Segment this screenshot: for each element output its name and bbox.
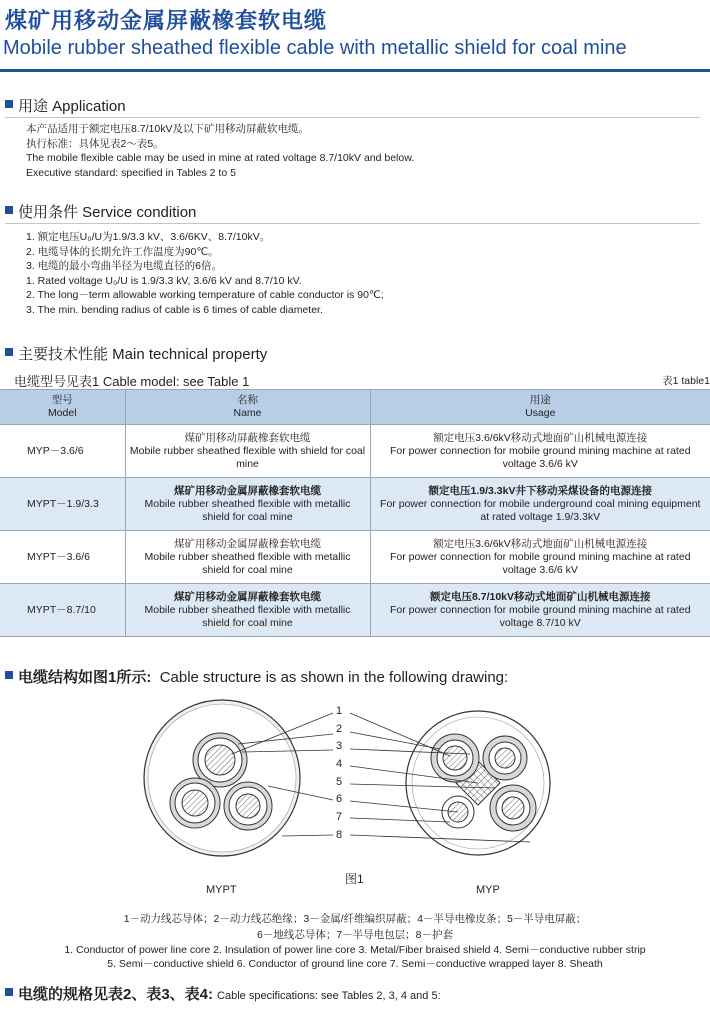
section-heading: 电缆结构如图1所示: Cable structure is as shown in the following drawing: <box>18 669 509 686</box>
cell-usage: 额定电压1.9/3.3kV井下移动采煤设备的电源连接 For power connection for mobile underground coal mining equipment at rated voltage 1.9/3.3kV <box>370 478 710 531</box>
legend-en-line: 1. Conductor of power line core 2. Insulation of power line core 3. Metal/Fiber braised shield 4. Semi－conductive rubber strip <box>64 944 646 956</box>
header-name: 名称 Name <box>125 390 370 425</box>
text-line: 2. The long－term allowable working temperature of cable conductor is 90℃; <box>26 289 384 301</box>
bullet-square-icon <box>5 988 13 996</box>
header-model: 型号 Model <box>0 390 125 425</box>
cell-usage: 额定电压3.6/6kV移动式地面矿山机械电源连接 For power connection for mobile ground mining machine at rated voltage 3.6/6 kV <box>370 425 710 478</box>
cell-model: MYP－3.6/6 <box>0 425 125 478</box>
legend-cn-line: 1－动力线芯导体；2－动力线芯绝缘；3－金属/纤维编织屏蔽；4－半导电橡皮条；5－半导电屏蔽； <box>123 913 587 925</box>
right-cable-name: MYP <box>476 884 500 896</box>
text-line: 1. Rated voltage U₀/U is 1.9/3.3 kV, 3.6/6 kV and 8.7/10 kV. <box>26 274 302 287</box>
cell-name: 煤矿用移动金属屏蔽橡套软电缆 Mobile rubber sheathed flexible with metallic shield for coal mine <box>125 584 370 637</box>
table-row <box>0 584 710 637</box>
table-caption: 电缆型号见表1 Cable model: see Table 1 <box>14 374 250 389</box>
cell-name: 煤矿用移动屏蔽橡套软电缆 Mobile rubber sheathed flexible with shield for coal mine <box>125 425 370 478</box>
legend-cn-line: 6－地线芯导体；7－半导电包层；8－护套 <box>256 929 454 941</box>
section-divider <box>5 223 700 224</box>
callout-label: 7 <box>336 811 343 823</box>
page-title-en: Mobile rubber sheathed flexible cable with metallic shield for coal mine <box>3 37 627 59</box>
table-row <box>0 531 710 584</box>
cable-model-table <box>0 389 710 637</box>
callout-label: 3 <box>336 740 343 752</box>
section-divider <box>5 117 700 118</box>
service-text <box>26 230 384 317</box>
text-line: 3. The min. bending radius of cable is 6 times of cable diameter. <box>26 303 323 316</box>
section-structure <box>0 666 700 686</box>
text-line: 执行标准：具体见表2～表5。 <box>26 137 164 150</box>
mypt-cable-icon <box>144 700 300 856</box>
table-row <box>0 478 710 531</box>
callout-label: 8 <box>336 829 343 841</box>
header-usage: 用途 Usage <box>370 390 710 425</box>
page-title-cn: 煤矿用移动金属屏蔽橡套软电缆 <box>5 8 328 33</box>
text-line: 1. 额定电压U₀/U为1.9/3.3 kV、3.6/6KV、8.7/10kV。 <box>26 231 271 243</box>
cell-name: 煤矿用移动金属屏蔽橡套软电缆 Mobile rubber sheathed flexible with metallic shield for coal mine <box>125 478 370 531</box>
cable-structure-figure <box>0 696 710 936</box>
table-header-row <box>0 390 710 425</box>
cell-usage: 额定电压8.7/10kV移动式地面矿山机械电源连接 For power connection for mobile ground mining machine at rated voltage 8.7/10 kV <box>370 584 710 637</box>
text-line: 本产品适用于额定电压8.7/10kV及以下矿用移动屏蔽软电缆。 <box>26 123 309 135</box>
callout-label: 4 <box>336 758 343 770</box>
section-technical <box>0 343 700 363</box>
section-service <box>0 201 700 221</box>
bullet-square-icon <box>5 206 13 214</box>
callout-label: 1 <box>336 705 343 717</box>
cell-name: 煤矿用移动金属屏蔽橡套软电缆 Mobile rubber sheathed flexible with metallic shield for coal mine <box>125 531 370 584</box>
section-heading: 使用条件 Service condition <box>18 204 197 221</box>
section-heading: 主要技术性能 Main technical property <box>18 346 268 363</box>
section-specs <box>0 983 700 1003</box>
text-line: Executive standard: specified in Tables 2 to 5 <box>26 166 236 179</box>
cell-usage: 额定电压3.6/6kV移动式地面矿山机械电源连接 For power connection for mobile ground mining machine at rated voltage 3.6/6 kV <box>370 531 710 584</box>
table-number: 表1 table1 <box>662 375 710 387</box>
bullet-square-icon <box>5 348 13 356</box>
left-cable-name: MYPT <box>206 884 237 896</box>
section-heading: 电缆的规格见表2、表3、表4: Cable specifications: see Tables 2, 3, 4 and 5: <box>18 986 441 1003</box>
title-divider <box>0 69 710 72</box>
legend-en-line: 5. Semi－conductive shield 6. Conductor of ground line core 7. Semi－conductive wrapped layer 8. Sheath <box>107 958 603 970</box>
callout-label: 2 <box>336 723 343 735</box>
cell-model: MYPT－1.9/3.3 <box>0 478 125 531</box>
figure-caption: 图1 <box>345 872 364 886</box>
callout-label: 5 <box>336 776 343 788</box>
table-row <box>0 425 710 478</box>
cell-model: MYPT－8.7/10 <box>0 584 125 637</box>
text-line: 3. 电缆的最小弯曲半径为电缆直径的6倍。 <box>26 260 223 272</box>
section-application <box>0 95 700 115</box>
cell-model: MYPT－3.6/6 <box>0 531 125 584</box>
bullet-square-icon <box>5 671 13 679</box>
bullet-square-icon <box>5 100 13 108</box>
section-heading: 用途 Application <box>18 98 126 115</box>
application-text <box>26 122 414 180</box>
text-line: 2. 电缆导体的长期允许工作温度为90℃。 <box>26 245 219 258</box>
text-line: The mobile flexible cable may be used in mine at rated voltage 8.7/10kV and below. <box>26 152 415 164</box>
callout-label: 6 <box>336 793 343 805</box>
